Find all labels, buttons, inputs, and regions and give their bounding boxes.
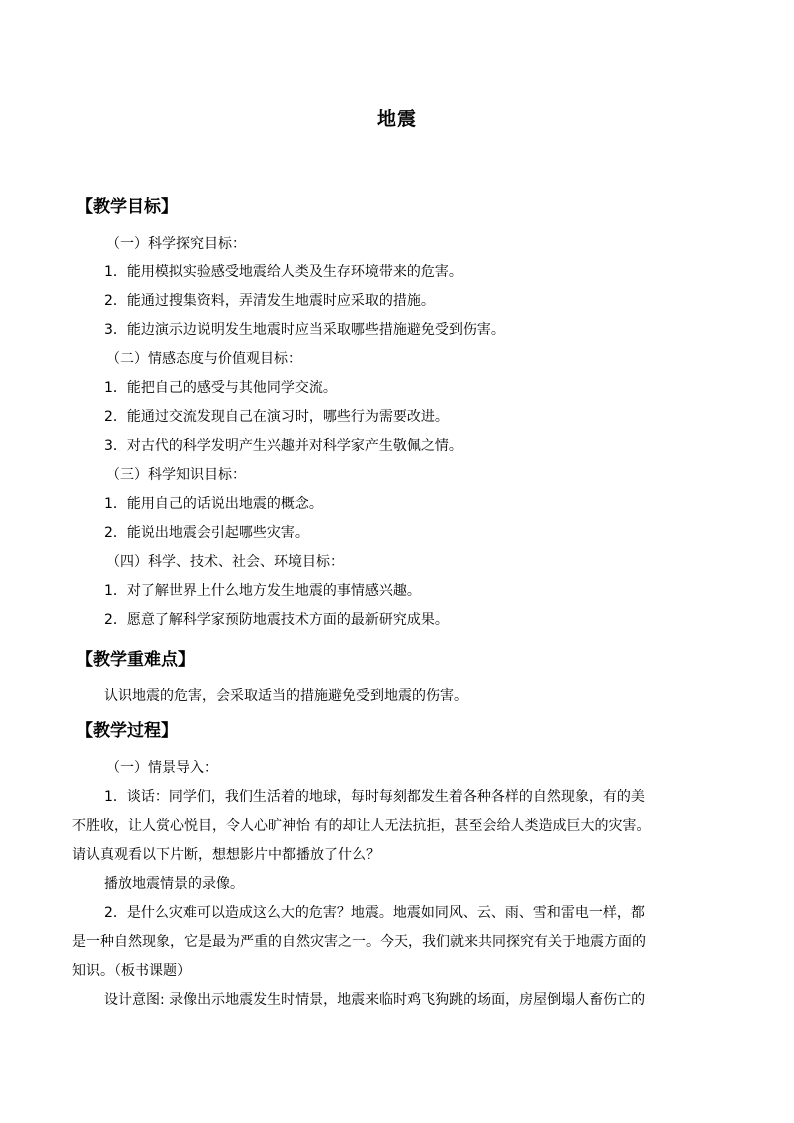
paragraph-line: （二）情感态度与价值观目标： — [106, 351, 302, 367]
paragraph-line: 2．能通过交流发现自己在演习时，哪些行为需要改进。 — [104, 409, 449, 425]
paragraph-line: 2．能通过搜集资料，弄清发生地震时应采取的措施。 — [104, 293, 435, 309]
paragraph-line: （四）科学、技术、社会、环境目标： — [106, 554, 344, 570]
paragraph-line: 1．能用自己的话说出地震的概念。 — [104, 496, 323, 512]
section-heading-key-points: 【教学重难点】 — [76, 650, 195, 670]
paragraph-line: 1．对了解世界上什么地方发生地震的事情感兴趣。 — [104, 583, 421, 599]
paragraph-line: 播放地震情景的录像。 — [104, 876, 244, 892]
paragraph-line: 是一种自然现象，它是最为严重的自然灾害之一。今天，我们就来共同探究有关于地震方面的 — [72, 934, 646, 950]
paragraph-line: 设计意图: 录像出示地震发生时情景，地震来临时鸡飞狗跳的场面，房屋倒塌人畜伤亡的 — [104, 992, 646, 1008]
paragraph-line: 3．能边演示边说明发生地震时应当采取哪些措施避免受到伤害。 — [104, 322, 505, 338]
paragraph-line: 请认真观看以下片断，想想影片中都播放了什么？ — [72, 847, 380, 863]
paragraph-line: 2．能说出地震会引起哪些灾害。 — [104, 525, 309, 541]
paragraph-line: 认识地震的危害，会采取适当的措施避免受到地震的伤害。 — [104, 688, 468, 704]
paragraph-line: （一）情景导入： — [106, 760, 218, 776]
paragraph-line: 1．谈话：同学们，我们生活着的地球，每时每刻都发生着各种各样的自然现象，有的美 — [104, 789, 645, 805]
paragraph-line: 1．能把自己的感受与其他同学交流。 — [104, 380, 337, 396]
section-heading-objectives: 【教学目标】 — [76, 197, 178, 217]
paragraph-line: 2．是什么灾难可以造成这么大的危害？地震。地震如同风、云、雨、雪和雷电一样，都 — [104, 905, 645, 921]
paragraph-line: （三）科学知识目标： — [106, 467, 246, 483]
paragraph-line: 2．愿意了解科学家预防地震技术方面的最新研究成果。 — [104, 612, 449, 628]
paragraph-line: 不胜收，让人赏心悦目，令人心旷神怡 有的却让人无法抗拒，甚至会给人类造成巨大的灾害。 — [72, 818, 651, 834]
page-title: 地震 — [376, 108, 417, 130]
section-heading-process: 【教学过程】 — [76, 721, 178, 741]
paragraph-line: （一）科学探究目标： — [106, 236, 246, 252]
paragraph-line: 3．对古代的科学发明产生兴趣并对科学家产生敬佩之情。 — [104, 438, 463, 454]
paragraph-line: 1．能用模拟实验感受地震给人类及生存环境带来的危害。 — [104, 264, 463, 280]
paragraph-line: 知识。（板书课题） — [72, 963, 191, 979]
